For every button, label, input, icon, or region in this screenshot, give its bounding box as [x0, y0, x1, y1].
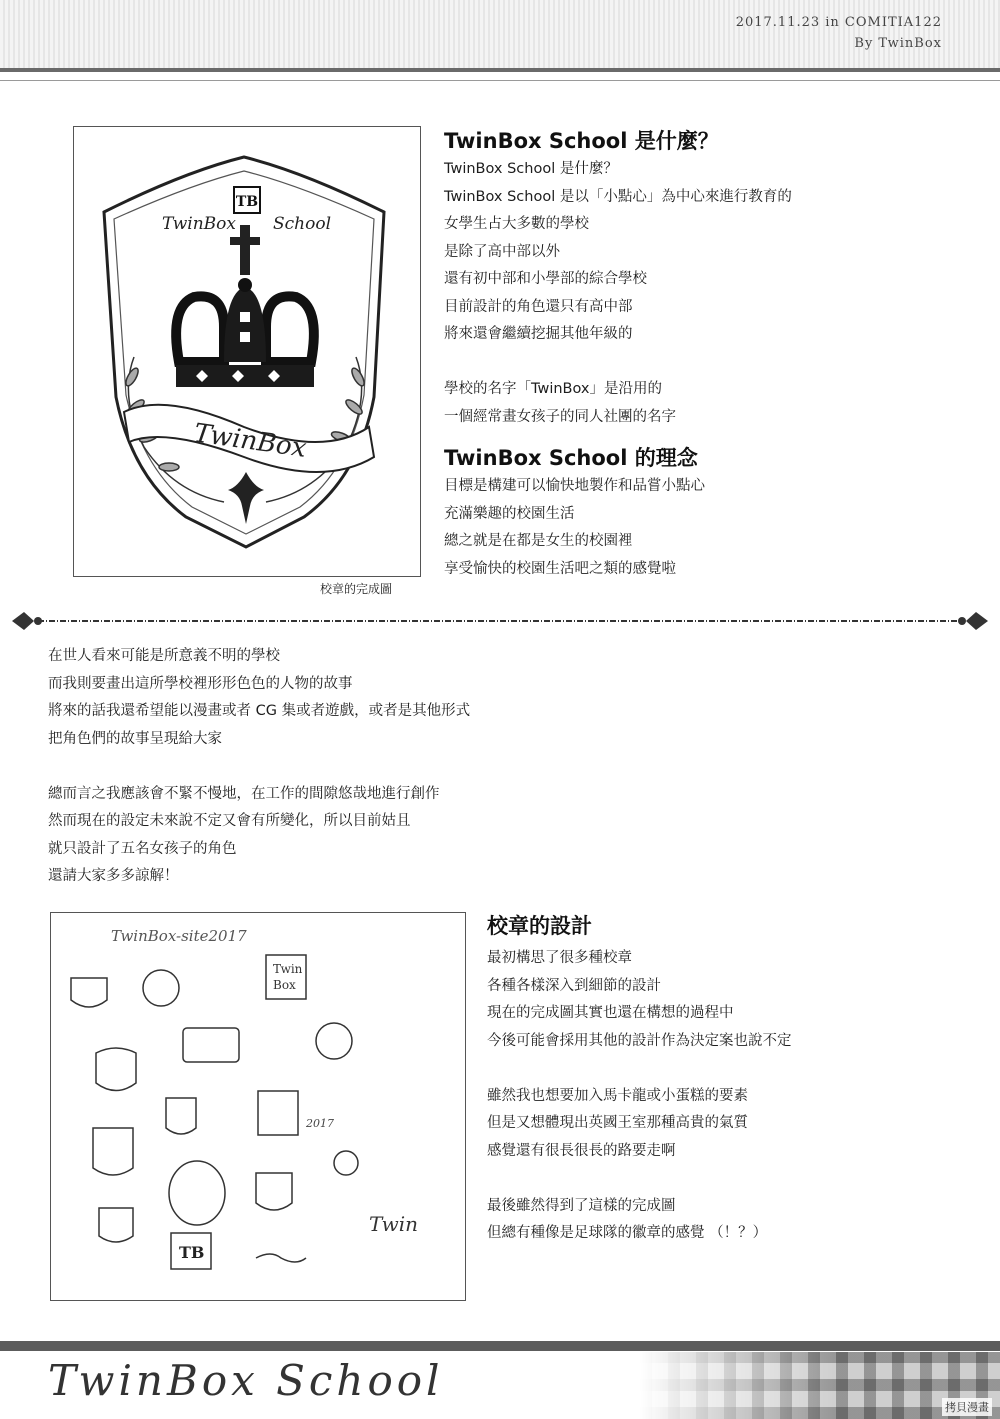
body-line: 現在的完成圖其實也還在構想的過程中	[487, 1005, 734, 1021]
sketch-oval-badge-icon	[169, 1161, 225, 1225]
author-line: By TwinBox	[854, 36, 942, 51]
crest-image-frame	[73, 126, 421, 577]
header-rule	[0, 68, 1000, 72]
body-line: 還有初中部和小學部的綜合學校	[444, 271, 647, 287]
crest-left-word: TwinBox	[162, 214, 236, 234]
sketch-round-badge-icon	[143, 970, 179, 1006]
body-line: 是除了高中部以外	[444, 243, 560, 260]
body-line: 學校的名字「TwinBox」是沿用的	[444, 381, 662, 397]
body-line	[444, 349, 792, 377]
sketch-ribbon-icon	[256, 1254, 306, 1262]
sketch-shield-icon	[256, 1173, 292, 1210]
section-heading-crest-design: 校章的設計	[487, 914, 592, 938]
ribbon-word: TwinBox	[191, 418, 309, 464]
body-line: 但總有種像是足球隊的徽章的感覺 （！？）	[487, 1225, 768, 1241]
section-what-is-body	[444, 156, 792, 431]
sketch-label-tb: TB	[179, 1243, 205, 1262]
sketch-shield-icon	[71, 978, 107, 1007]
tb-letters: TB	[235, 194, 259, 210]
body-line: 總而言之我應該會不緊不慢地，在工作的間隙悠哉地進行創作	[48, 785, 440, 802]
school-crest-illustration	[74, 127, 420, 576]
body-line: 充滿樂趣的校園生活	[444, 505, 575, 522]
section-crest-design-body	[487, 945, 792, 1248]
body-line: 在世人看來可能是所意義不明的學校	[48, 648, 280, 664]
body-line: 今後可能會採用其他的設計作為決定案也說不定	[487, 1032, 792, 1049]
sketch-title-scribble: TwinBox-site2017	[111, 927, 247, 945]
sketch-label-twin: Twin	[273, 962, 303, 976]
body-line: 最初構思了很多種校章	[487, 950, 632, 966]
body-line: TwinBox School 是什麼？	[444, 161, 618, 177]
ornamental-divider	[8, 603, 992, 639]
divider-ornament-left-icon	[12, 612, 34, 630]
body-line	[487, 1055, 792, 1083]
divider-ornament-right-icon	[966, 612, 988, 630]
sketch-shield-icon	[96, 1048, 136, 1091]
sketch-round-badge-icon	[316, 1023, 352, 1059]
body-line: 目前設計的角色還只有高中部	[444, 298, 633, 315]
body-line: 總之就是在都是女生的校園裡	[444, 533, 633, 549]
header-credits	[736, 12, 942, 54]
body-line: 一個經常畫女孩子的同人社團的名字	[444, 408, 676, 425]
intro-body	[48, 643, 470, 891]
sketch-square-badge-icon	[258, 1091, 298, 1135]
body-line: 目標是構建可以愉快地製作和品嘗小點心	[444, 478, 705, 494]
sketch-shield-icon	[99, 1208, 133, 1242]
footer-title: TwinBox School	[48, 1356, 444, 1405]
body-line: 將來還會繼續挖掘其他年級的	[444, 326, 633, 342]
sketch-shield-icon	[166, 1098, 196, 1134]
footer-rule	[0, 1341, 1000, 1351]
body-line	[487, 1165, 792, 1193]
body-line: 女學生占大多數的學校	[444, 216, 589, 232]
body-line: 雖然我也想要加入馬卡龍或小蛋糕的要素	[487, 1087, 748, 1104]
body-line: 將來的話我還希望能以漫畫或者 CG 集或者遊戲，或者是其他形式	[48, 703, 471, 719]
body-line: 把角色們的故事呈現給大家	[48, 730, 222, 747]
fleur-de-lis-icon	[228, 472, 264, 524]
body-line: TwinBox School 是以「小點心」為中心來進行教育的	[444, 188, 792, 205]
body-line: 還請大家多多諒解！	[48, 868, 179, 884]
body-line: 但是又想體現出英國王室那種高貴的氣質	[487, 1115, 748, 1131]
section-philosophy-body	[444, 473, 705, 583]
section-heading-philosophy: TwinBox School 的理念	[444, 446, 698, 470]
crest-right-word: School	[272, 214, 332, 234]
sketch-shield-icon	[93, 1128, 133, 1175]
body-line: 然而現在的設定未來說不定又會有所變化，所以目前姑且	[48, 813, 411, 829]
body-line: 最後雖然得到了這樣的完成圖	[487, 1197, 676, 1214]
crest-sketches-illustration	[51, 913, 465, 1300]
body-line: 而我則要畫出這所學校裡形形色色的人物的故事	[48, 675, 353, 692]
sketch-label-box: Box	[273, 978, 296, 992]
crest-sketches-frame	[50, 912, 466, 1301]
sketch-banner-badge-icon	[183, 1028, 239, 1062]
crest-caption: 校章的完成圖	[320, 582, 393, 596]
crown-icon	[176, 278, 314, 387]
body-line: 各種各樣深入到細節的設計	[487, 977, 661, 994]
event-line: 2017.11.23 in COMITIA122	[735, 15, 942, 30]
sketch-label-twin-script: Twin	[369, 1212, 419, 1236]
sketch-label-year: 2017	[306, 1117, 334, 1130]
body-line: 就只設計了五名女孩子的角色	[48, 840, 237, 857]
body-line: 感覺還有很長很長的路要走啊	[487, 1142, 676, 1159]
section-heading-what-is: TwinBox School 是什麼？	[444, 129, 719, 153]
body-line	[48, 753, 470, 781]
sketch-flower-icon	[334, 1151, 358, 1175]
header-rule-thin	[0, 80, 1000, 81]
watermark: 拷貝漫畫	[942, 1398, 992, 1416]
body-line: 享受愉快的校園生活吧之類的感覺啦	[444, 560, 676, 577]
